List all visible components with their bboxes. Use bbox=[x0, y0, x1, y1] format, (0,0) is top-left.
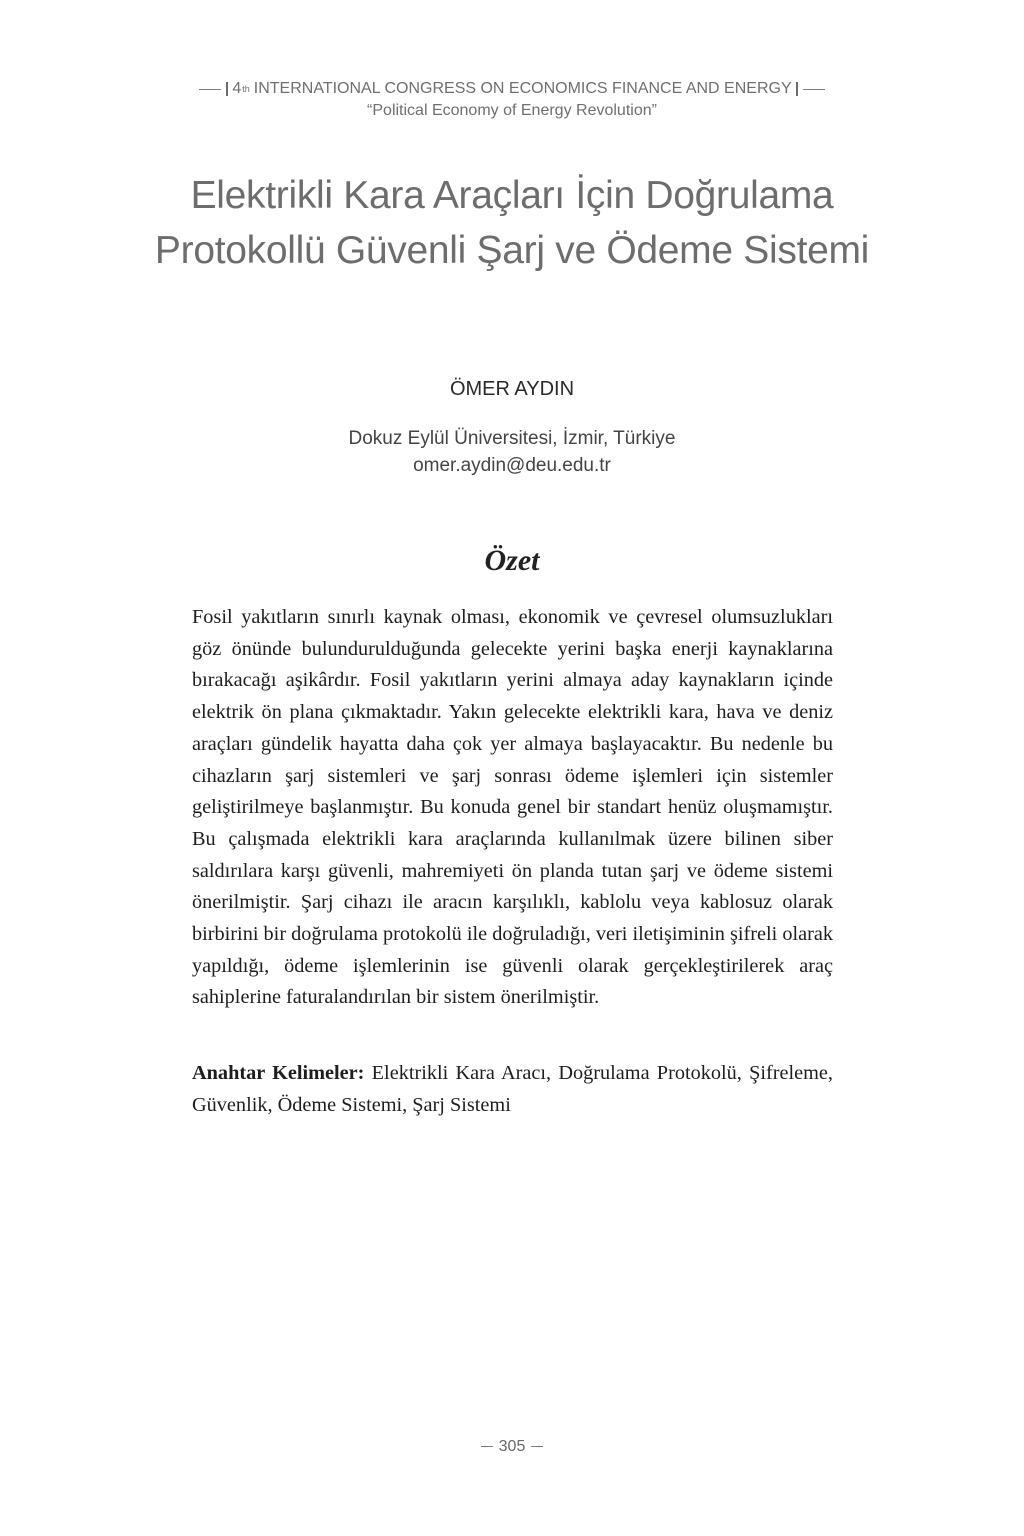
congress-number: 4 bbox=[232, 80, 242, 97]
affiliation: Dokuz Eylül Üniversitesi, İzmir, Türkiye bbox=[348, 428, 676, 449]
footer-right-dash bbox=[531, 1446, 543, 1447]
keywords-list: Elektrikli Kara Aracı, Doğrulama Protokolü, Şifreleme, Güvenlik, Ödeme Sistemi, Şarj Sistemi bbox=[192, 1062, 833, 1116]
congress-title-line bbox=[0, 78, 1024, 100]
author-name: ÖMER AYDIN bbox=[449, 378, 575, 400]
congress-theme: “Political Economy of Energy Revolution” bbox=[367, 102, 657, 119]
author-email: omer.aydin@deu.edu.tr bbox=[413, 455, 611, 476]
left-bar bbox=[226, 82, 228, 96]
left-rule bbox=[199, 89, 221, 90]
author-affiliation-block bbox=[0, 425, 1024, 479]
keywords-paragraph bbox=[192, 1058, 833, 1121]
paper-title: Elektrikli Kara Araçları İçin Doğrulama Protokollü Güvenli Şarj ve Ödeme Sistemi bbox=[154, 174, 870, 272]
congress-ordinal: th bbox=[242, 84, 250, 94]
right-bar bbox=[796, 82, 798, 96]
running-head bbox=[0, 78, 1024, 122]
keywords-label: Anahtar Kelimeler: bbox=[192, 1062, 365, 1084]
footer-left-dash bbox=[481, 1446, 493, 1447]
right-rule bbox=[803, 89, 825, 90]
page-number: 305 bbox=[498, 1438, 526, 1455]
page-footer bbox=[0, 1438, 1024, 1456]
abstract-heading: Özet bbox=[484, 544, 540, 577]
congress-name: INTERNATIONAL CONGRESS ON ECONOMICS FINANCE AND ENERGY bbox=[253, 80, 792, 97]
abstract-text: Fosil yakıtların sınırlı kaynak olması, ekonomik ve çevresel olumsuzlukları göz önünde bulundurulduğunda gelecekte yerini başka enerji kaynaklarına bırakacağı aşikârdır. Fosil yakıtların yerini almaya aday kaynakların içinde elektrik ön plana çıkmaktadır. Yakın gelecekte elektrikli kara, hava ve deniz araçları gündelik hayatta daha çok yer almaya başlayacaktır. Bu nedenle bu cihazların şarj sistemleri ve şarj sonrası ödeme işlemleri için sistemler geliştirilmeye başlanmıştır. Bu konuda genel bir standart henüz oluşmamıştır. Bu çalışmada elektrikli kara araçlarında kullanılmak üzere bilinen siber saldırılara karşı güvenli, mahremiyeti ön planda tutan şarj ve ödeme sistemi önerilmiştir. Şarj cihazı ile aracın karşılıklı, kablolu veya kablosuz olarak birbirini bir doğrulama protokolü ile doğruladığı, veri iletişiminin şifreli olarak yapıldığı, ödeme işlemlerinin ise güvenli olarak gerçekleştirilerek araç sahiplerine faturalandırılan bir sistem önerilmiştir. bbox=[192, 606, 833, 1009]
